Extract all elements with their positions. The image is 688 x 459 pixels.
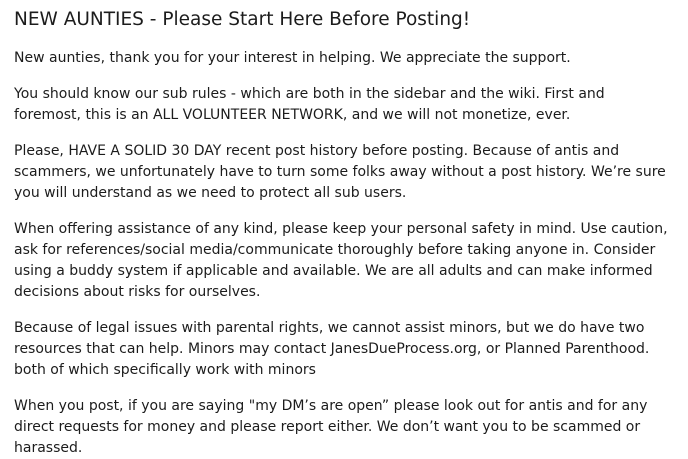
post-body — [14, 48, 674, 459]
post-paragraph-sub-rules: You should know our sub rules - which are both in the sidebar and the wiki. First and foremost, this is an ALL VOLUNTEER NETWORK, and we will not monetize, ever. — [14, 86, 605, 123]
post-paragraph-welcome: New aunties, thank you for your interest in helping. We appreciate the support. — [14, 50, 571, 66]
post-title: NEW AUNTIES - Please Start Here Before Posting! — [14, 9, 471, 30]
post-paragraph-post-history: Please, HAVE A SOLID 30 DAY recent post history before posting. Because of antis and scammers, we unfortunately have to turn some folks away without a post history. We’re sure you will understand as we need to protect all sub users. — [14, 143, 666, 201]
post-paragraph-minors: Because of legal issues with parental rights, we cannot assist minors, but we do have two resources that can help. Minors may contact JanesDueProcess.org, or Planned Parenthood. both of which specifically work with minors — [14, 320, 650, 378]
post-paragraph-dm-warning: When you post, if you are saying "my DM’s are open” please look out for antis and for any direct requests for money and please report either. We don’t want you to be scammed or harassed. — [14, 398, 648, 456]
post-paragraph-personal-safety: When offering assistance of any kind, please keep your personal safety in mind. Use caution, ask for references/social media/communicate thoroughly before taking anyone in. Consider using a buddy system if applicable and available. We are all adults and can make informed decisions about risks for ourselves. — [14, 221, 668, 300]
